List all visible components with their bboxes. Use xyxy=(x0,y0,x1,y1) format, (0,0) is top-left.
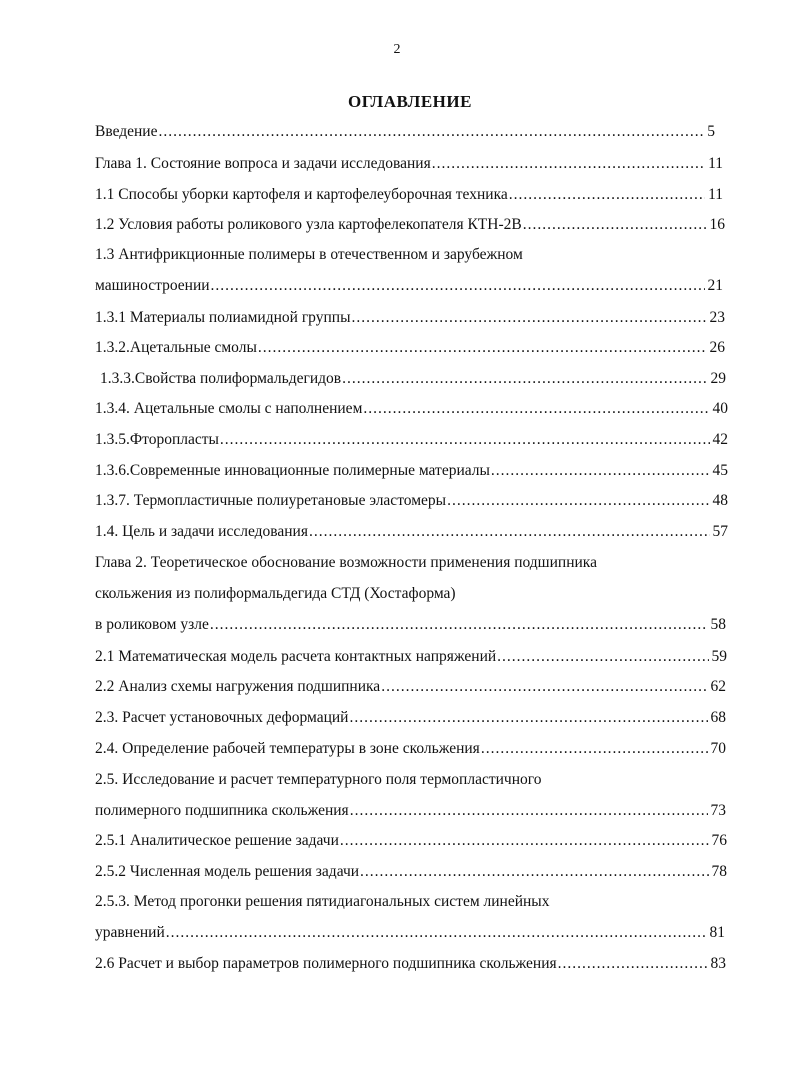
toc-entry[interactable] xyxy=(95,520,728,544)
toc-entry-page: 21 xyxy=(707,277,723,294)
toc-entry[interactable] xyxy=(95,582,735,606)
toc-entry-text: 1.3.6.Современные инновационные полимерные материалы xyxy=(95,462,490,479)
toc-entry[interactable] xyxy=(95,428,728,452)
toc-entry-text: 2.4. Определение рабочей температуры в зоне скольжения xyxy=(95,740,480,757)
toc-entry[interactable] xyxy=(95,551,755,575)
leader-dots xyxy=(352,306,707,330)
toc-entry-text: 2.1 Математическая модель расчета контактных напряжений xyxy=(95,648,497,665)
toc-entry-page: 42 xyxy=(712,431,728,448)
toc-entry-text: уравнений xyxy=(95,924,165,941)
leader-dots xyxy=(349,706,707,730)
toc-entry-page: 40 xyxy=(712,400,728,417)
page-number: 2 xyxy=(393,42,401,57)
toc-entry[interactable] xyxy=(95,706,726,730)
leader-dots xyxy=(509,183,705,207)
toc-entry-text: 1.3.5.Фторопласты xyxy=(95,431,219,448)
toc-entry-text: 2.6 Расчет и выбор параметров полимерного подшипника скольжения xyxy=(95,955,557,972)
leader-dots xyxy=(220,428,710,452)
toc-entry[interactable] xyxy=(95,274,723,298)
toc-entry[interactable] xyxy=(95,799,726,823)
toc-entry[interactable] xyxy=(95,737,726,761)
toc-entry-page: 57 xyxy=(712,523,728,540)
toc-entry-page: 78 xyxy=(711,863,727,880)
toc-entry[interactable] xyxy=(95,243,725,267)
toc-entry-page: 81 xyxy=(709,924,725,941)
toc-entry-text: 1.3.7. Термопластичные полиуретановые эластомеры xyxy=(95,492,447,509)
toc-entry-page: 48 xyxy=(712,492,728,509)
toc-entry-page: 29 xyxy=(710,370,726,387)
toc-entry-page: 11 xyxy=(708,186,723,203)
toc-entry-page: 58 xyxy=(710,616,726,633)
toc-entry[interactable] xyxy=(95,860,727,884)
toc-entry-text: 1.1 Способы уборки картофеля и картофелеуборочная техника xyxy=(95,186,508,203)
toc-entry[interactable] xyxy=(95,397,728,421)
toc-entry[interactable] xyxy=(95,675,726,699)
leader-dots xyxy=(363,397,709,421)
toc-entry-page: 23 xyxy=(709,309,725,326)
leader-dots xyxy=(342,367,707,391)
toc-entry-text: Введение xyxy=(95,123,158,140)
toc-entry-page: 11 xyxy=(708,155,723,172)
toc-entry-text: 1.2 Условия работы роликового узла картофелекопателя КТН-2В xyxy=(95,216,522,233)
leader-dots xyxy=(350,799,708,823)
toc-entry[interactable] xyxy=(95,952,726,976)
leader-dots xyxy=(481,737,708,761)
toc-entry-text: 2.5.3. Метод прогонки решения пятидиагональных систем линейных xyxy=(95,893,550,910)
leader-dots xyxy=(558,952,708,976)
leader-dots xyxy=(523,213,707,237)
toc-entry-page: 70 xyxy=(710,740,726,757)
leader-dots xyxy=(447,489,709,513)
toc-entry-text: 2.5.2 Численная модель решения задачи xyxy=(95,863,360,880)
leader-dots xyxy=(210,613,708,637)
toc-entry-page: 73 xyxy=(710,802,726,819)
leader-dots xyxy=(258,336,707,360)
toc-entry[interactable] xyxy=(95,768,735,792)
toc-entry-text: 2.2 Анализ схемы нагружения подшипника xyxy=(95,678,381,695)
toc-entry[interactable] xyxy=(100,367,726,391)
toc-entry-page: 16 xyxy=(709,216,725,233)
toc-entry-text: 2.5. Исследование и расчет температурного поля термопластичного xyxy=(95,771,542,788)
leader-dots xyxy=(497,645,708,669)
toc-entry-page: 68 xyxy=(710,709,726,726)
toc-entry-page: 26 xyxy=(709,339,725,356)
toc-entry[interactable] xyxy=(95,213,725,237)
toc-entry[interactable] xyxy=(95,152,723,176)
toc-entry[interactable] xyxy=(95,645,727,669)
toc-entry-text: 1.3.3.Свойства полиформальдегидов xyxy=(100,370,342,387)
toc-entry[interactable] xyxy=(95,183,723,207)
toc-entry-text: Глава 2. Теоретическое обоснование возможности применения подшипника xyxy=(95,554,597,571)
toc-entry-text: 1.4. Цель и задачи исследования xyxy=(95,523,308,540)
leader-dots xyxy=(166,921,707,945)
toc-entry-page: 45 xyxy=(712,462,728,479)
leader-dots xyxy=(340,829,709,853)
toc-entry[interactable] xyxy=(95,336,725,360)
toc-entry[interactable] xyxy=(95,306,725,330)
toc-entry-text: 1.3.4. Ацетальные смолы с наполнением xyxy=(95,400,363,417)
toc-entry-page: 83 xyxy=(710,955,726,972)
leader-dots xyxy=(491,459,710,483)
toc-entry[interactable] xyxy=(95,921,725,945)
toc-entry-text: скольжения из полиформальдегида СТД (Хостаформа) xyxy=(95,585,456,602)
toc-entry[interactable] xyxy=(95,459,728,483)
leader-dots xyxy=(360,860,708,884)
toc-entry-page: 76 xyxy=(711,832,727,849)
toc-entry-text: 1.3.2.Ацетальные смолы xyxy=(95,339,257,356)
toc-entry-text: 1.3 Антифрикционные полимеры в отечественном и зарубежном xyxy=(95,246,523,263)
toc-entry[interactable] xyxy=(95,613,726,637)
toc-entry-text: 2.3. Расчет установочных деформаций xyxy=(95,709,349,726)
toc-entry-text: Глава 1. Состояние вопроса и задачи исследования xyxy=(95,155,431,172)
toc-entry-text: машиностроении xyxy=(95,277,210,294)
toc-entry-text: полимерного подшипника скольжения xyxy=(95,802,349,819)
toc-title: ОГЛАВЛЕНИЕ xyxy=(348,92,472,111)
toc-entry-text: 1.3.1 Материалы полиамидной группы xyxy=(95,309,351,326)
leader-dots xyxy=(211,274,705,298)
toc-entry-text: в роликовом узле xyxy=(95,616,209,633)
leader-dots xyxy=(432,152,705,176)
toc-entry-page: 62 xyxy=(710,678,726,695)
toc-entry[interactable] xyxy=(95,829,727,853)
toc-entry-text: 2.5.1 Аналитическое решение задачи xyxy=(95,832,339,849)
toc-entry-page: 5 xyxy=(707,123,715,140)
toc-entry[interactable] xyxy=(95,890,735,914)
leader-dots xyxy=(158,120,704,144)
toc-entry[interactable] xyxy=(95,489,728,513)
toc-entry-page: 59 xyxy=(711,648,727,665)
leader-dots xyxy=(309,520,710,544)
toc-entry[interactable] xyxy=(95,120,715,144)
leader-dots xyxy=(381,675,707,699)
